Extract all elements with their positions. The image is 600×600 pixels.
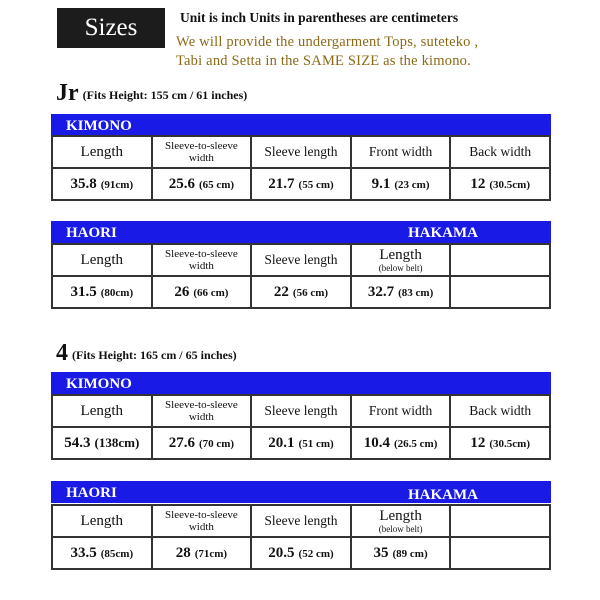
col-back-width: Back width <box>450 395 550 427</box>
jr-haori-sleeve-to-sleeve: 26 (66 cm) <box>152 276 252 308</box>
col-sleeve-length: Sleeve length <box>251 244 351 276</box>
table-header-row <box>52 505 550 537</box>
col-sleeve-to-sleeve: Sleeve-to-sleeve width <box>152 136 252 168</box>
s4-kimono-title: KIMONO <box>66 376 132 392</box>
col-front-width: Front width <box>351 136 451 168</box>
jr-kimono-front-width: 9.1 (23 cm) <box>351 168 451 200</box>
s4-haori-sleeve-length: 20.5 (52 cm) <box>251 537 351 569</box>
s4-kimono-length: 54.3 (138cm) <box>52 427 152 459</box>
s4-haori-hakama-banner <box>51 481 551 503</box>
jr-haori-hakama-banner <box>51 221 551 243</box>
table-value-row <box>52 276 550 308</box>
col-sleeve-to-sleeve: Sleeve-to-sleeve width <box>152 505 252 537</box>
jr-kimono-length: 35.8 (91cm) <box>52 168 152 200</box>
size-jr-fits: (Fits Height: 155 cm / 61 inches) <box>82 88 248 102</box>
s4-hakama-title: HAKAMA <box>408 487 478 503</box>
jr-kimono-table <box>51 135 551 201</box>
col-sleeve-length: Sleeve length <box>251 395 351 427</box>
jr-haori-sleeve-length: 22 (56 cm) <box>251 276 351 308</box>
col-empty <box>450 505 550 537</box>
col-sleeve-to-sleeve: Sleeve-to-sleeve width <box>152 395 252 427</box>
s4-haori-title: HAORI <box>66 485 117 501</box>
s4-haori-hakama-table <box>51 504 551 570</box>
table-header-row <box>52 395 550 427</box>
jr-hakama-length: 32.7 (83 cm) <box>351 276 451 308</box>
undergarment-notice <box>176 33 478 71</box>
col-front-width: Front width <box>351 395 451 427</box>
jr-haori-title: HAORI <box>66 225 117 241</box>
col-back-width: Back width <box>450 136 550 168</box>
units-note: Unit is inch Units in parentheses are centimeters <box>180 10 459 25</box>
size-4-fits: (Fits Height: 165 cm / 65 inches) <box>72 348 237 362</box>
table-header-row <box>52 244 550 276</box>
s4-kimono-sleeve-length: 20.1 (51 cm) <box>251 427 351 459</box>
col-sleeve-length: Sleeve length <box>251 505 351 537</box>
size-4-heading <box>56 340 237 367</box>
sizes-badge: Sizes <box>57 8 165 48</box>
cell-empty <box>450 276 550 308</box>
s4-kimono-sleeve-to-sleeve: 27.6 (70 cm) <box>152 427 252 459</box>
jr-kimono-banner <box>51 114 551 136</box>
size-jr-heading <box>56 80 247 107</box>
col-empty <box>450 244 550 276</box>
size-4-label: 4 <box>56 340 68 366</box>
col-sleeve-to-sleeve: Sleeve-to-sleeve width <box>152 244 252 276</box>
s4-haori-length: 33.5 (85cm) <box>52 537 152 569</box>
col-hakama-length: Length (below belt) <box>351 244 451 276</box>
col-length: Length <box>52 395 152 427</box>
s4-kimono-banner <box>51 372 551 394</box>
jr-haori-hakama-table <box>51 243 551 309</box>
s4-hakama-length: 35 (89 cm) <box>351 537 451 569</box>
s4-kimono-front-width: 10.4 (26.5 cm) <box>351 427 451 459</box>
jr-kimono-sleeve-to-sleeve: 25.6 (65 cm) <box>152 168 252 200</box>
s4-haori-sleeve-to-sleeve: 28 (71cm) <box>152 537 252 569</box>
col-hakama-length: Length (below belt) <box>351 505 451 537</box>
col-length: Length <box>52 505 152 537</box>
col-length: Length <box>52 136 152 168</box>
size-jr-label: Jr <box>56 80 79 106</box>
cell-empty <box>450 537 550 569</box>
table-value-row <box>52 168 550 200</box>
jr-kimono-sleeve-length: 21.7 (55 cm) <box>251 168 351 200</box>
col-sleeve-length: Sleeve length <box>251 136 351 168</box>
table-value-row <box>52 427 550 459</box>
table-header-row <box>52 136 550 168</box>
jr-kimono-title: KIMONO <box>66 118 132 134</box>
notice-line-2: Tabi and Setta in the SAME SIZE as the kimono. <box>176 53 471 69</box>
jr-haori-length: 31.5 (80cm) <box>52 276 152 308</box>
col-length: Length <box>52 244 152 276</box>
table-value-row <box>52 537 550 569</box>
jr-hakama-title: HAKAMA <box>408 225 478 241</box>
s4-kimono-table <box>51 394 551 460</box>
notice-line-1: We will provide the undergarment Tops, suteteko , <box>176 34 479 50</box>
s4-kimono-back-width: 12 (30.5cm) <box>450 427 550 459</box>
jr-kimono-back-width: 12 (30.5cm) <box>450 168 550 200</box>
